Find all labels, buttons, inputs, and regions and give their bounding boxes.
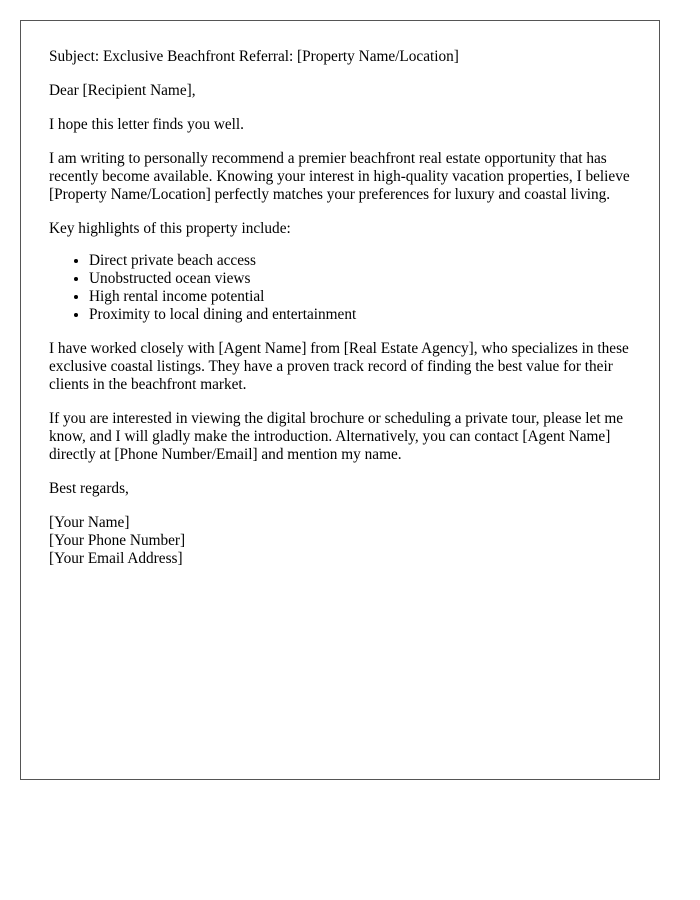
- highlight-item: • High rental income potential: [89, 288, 631, 306]
- letter-page: [20, 20, 660, 780]
- subject-line: Subject: Exclusive Beachfront Referral: [Property Name/Location]: [49, 48, 459, 65]
- highlight-item: • Direct private beach access: [89, 252, 631, 270]
- signature-block: [49, 514, 631, 568]
- sign-off: Best regards,: [49, 480, 129, 497]
- signature-phone: [Your Phone Number]: [49, 532, 186, 549]
- opening-line: I hope this letter finds you well.: [49, 116, 244, 133]
- intro-paragraph: I am writing to personally recommend a premier beachfront real estate opportunity that has recently become available. Knowing your interest in high-quality vacation properties, I believe [Property Name/Location] perfectly matches your preferences for luxury and coastal living.: [49, 150, 630, 203]
- closing-paragraph: If you are interested in viewing the digital brochure or scheduling a private tour, please let me know, and I will gladly make the introduction. Alternatively, you can contact [Agent Name] directly at [Phone Number/Email] and mention my name.: [49, 410, 624, 463]
- signature-email: [Your Email Address]: [49, 550, 183, 567]
- highlights-intro: Key highlights of this property include:: [49, 220, 291, 237]
- greeting: Dear [Recipient Name],: [49, 82, 196, 99]
- highlight-item: • Proximity to local dining and entertainment: [89, 306, 631, 324]
- highlights-list: [49, 252, 631, 324]
- signature-name: [Your Name]: [49, 514, 130, 531]
- agent-paragraph: I have worked closely with [Agent Name] from [Real Estate Agency], who specializes in these exclusive coastal listings. They have a proven track record of finding the best value for their clients in the beachfront market.: [49, 340, 629, 393]
- highlight-item: • Unobstructed ocean views: [89, 270, 631, 288]
